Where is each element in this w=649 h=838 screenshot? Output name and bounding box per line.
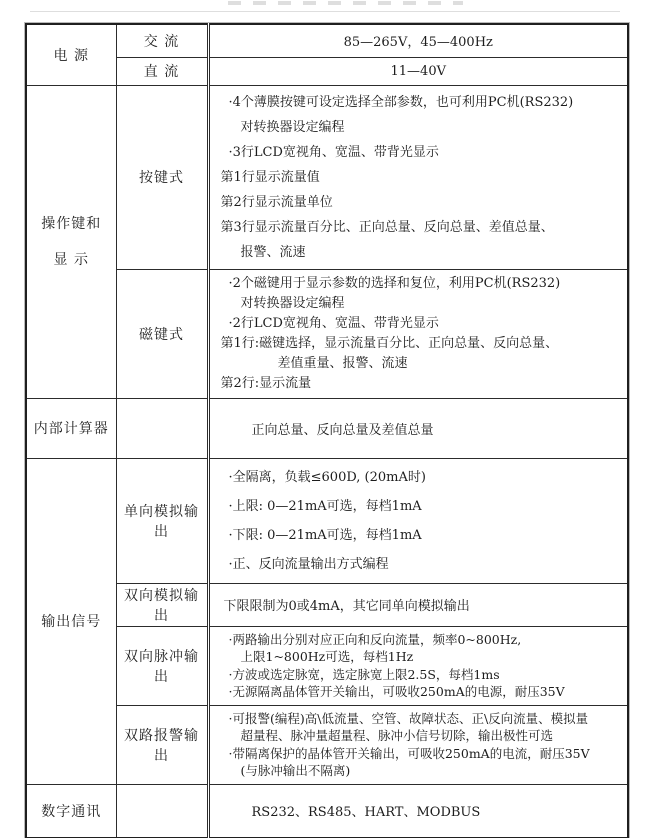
spec-line: 第2行:显示流量 <box>220 375 312 391</box>
spec-line: ·2行LCD宽视角、宽温、带背光显示 <box>228 315 439 331</box>
cell-magnetic-type-label: 磁键式 <box>116 269 208 398</box>
operation-label-line1: 操作键和 <box>41 215 102 232</box>
cell-analog-single-label: 单向模拟输出 <box>116 458 208 583</box>
cell-operation-label <box>26 85 116 398</box>
top-rule-line <box>30 11 620 12</box>
spec-line: ·上限: 0—21mA可选，每档1mA <box>228 498 422 514</box>
cell-pulse-dual-label: 双向脉冲输出 <box>116 626 208 705</box>
table-row-output-analog-single <box>26 458 628 583</box>
cell-magnetic-type-detail <box>208 269 628 398</box>
cell-analog-dual-label: 双向模拟输出 <box>116 583 208 626</box>
cell-communication-sub-empty <box>116 784 208 838</box>
cutoff-title-fragment <box>228 1 463 5</box>
table-row-power-dc <box>26 57 628 85</box>
spec-line: ·方波或选定脉宽，选定脉宽上限2.5S，每档1ms <box>228 666 500 682</box>
spec-line: ·可报警(编程)高\低流量、空管、故障状态、正\反向流量、模拟量 <box>228 710 589 726</box>
cell-power-label: 电 源 <box>26 24 116 85</box>
cell-ac-label: 交 流 <box>116 24 208 57</box>
table-row-operation-button <box>26 85 628 269</box>
spec-line: 上限1~800Hz可选，每档1Hz <box>240 649 414 664</box>
spec-line: 第2行显示流量单位 <box>220 194 333 210</box>
spec-line: 第1行:磁键选择，显示流量百分比、正向总量、反向总量、 <box>220 335 559 351</box>
cell-calculator-sub-empty <box>116 398 208 458</box>
cell-calculator-value: 正向总量、反向总量及差值总量 <box>208 398 628 458</box>
table-row-operation-magnetic <box>26 269 628 398</box>
spec-line: ·正、反向流量输出方式编程 <box>228 556 389 572</box>
spec-line: ·2个磁键用于显示参数的选择和复位，利用PC机(RS232) <box>228 275 561 291</box>
spec-line: 差值重量、报警、流速 <box>277 355 408 371</box>
spec-line: 超量程、脉冲量超量程、脉冲小信号切除，输出极性可选 <box>240 728 554 743</box>
table-row-output-alarm-dual <box>26 705 628 784</box>
cell-alarm-dual-label: 双路报警输出 <box>116 705 208 784</box>
spec-line: ·带隔离保护的晶体管开关输出，可吸收250mA的电流，耐压35V <box>228 745 590 761</box>
spec-line: ·下限: 0—21mA可选，每档1mA <box>228 527 422 543</box>
spec-line: 对转换器设定编程 <box>240 295 345 311</box>
spec-line: ·两路输出分别对应正向和反向流量，频率0~800Hz, <box>228 631 522 647</box>
cell-pulse-dual-detail <box>208 626 628 705</box>
operation-label-line2: 显 示 <box>53 251 89 268</box>
spec-line: ·全隔离，负载≤600D, (20mA时) <box>228 469 426 485</box>
cell-button-type-label: 按键式 <box>116 85 208 269</box>
table-row-output-analog-dual <box>26 583 628 626</box>
spec-line: (与脉冲输出不隔离) <box>240 763 351 778</box>
spec-line: ·无源隔离晶体管开关输出，可吸收250mA的电源，耐压35V <box>228 684 565 699</box>
spec-line: 对转换器设定编程 <box>240 119 345 135</box>
cell-dc-label: 直 流 <box>116 57 208 85</box>
spec-line: 第3行显示流量百分比、正向总量、反向总量、差值总量、 <box>220 219 554 235</box>
cell-output-label: 输出信号 <box>26 458 116 784</box>
table-row-communication <box>26 784 628 838</box>
spec-line: 报警、流速 <box>240 244 306 260</box>
cell-dc-value: 11—40V <box>208 57 628 85</box>
cell-button-type-detail <box>208 85 628 269</box>
spec-line: ·4个薄膜按键可设定选择全部参数，也可利用PC机(RS232) <box>228 94 574 110</box>
cell-analog-single-detail <box>208 458 628 583</box>
spec-table <box>25 23 629 838</box>
cell-calculator-label: 内部计算器 <box>26 398 116 458</box>
table-row-calculator <box>26 398 628 458</box>
cell-communication-label: 数字通讯 <box>26 784 116 838</box>
table-row-power-ac <box>26 24 628 57</box>
spec-line: 第1行显示流量值 <box>220 169 320 185</box>
cell-ac-value: 85—265V，45—400Hz <box>208 24 628 57</box>
cell-communication-value: RS232、RS485、HART、MODBUS <box>208 784 628 838</box>
table-row-output-pulse-dual <box>26 626 628 705</box>
cell-analog-dual-value: 下限限制为0或4mA，其它同单向模拟输出 <box>208 583 628 626</box>
spec-line: ·3行LCD宽视角、宽温、带背光显示 <box>228 144 439 160</box>
cell-alarm-dual-detail <box>208 705 628 784</box>
